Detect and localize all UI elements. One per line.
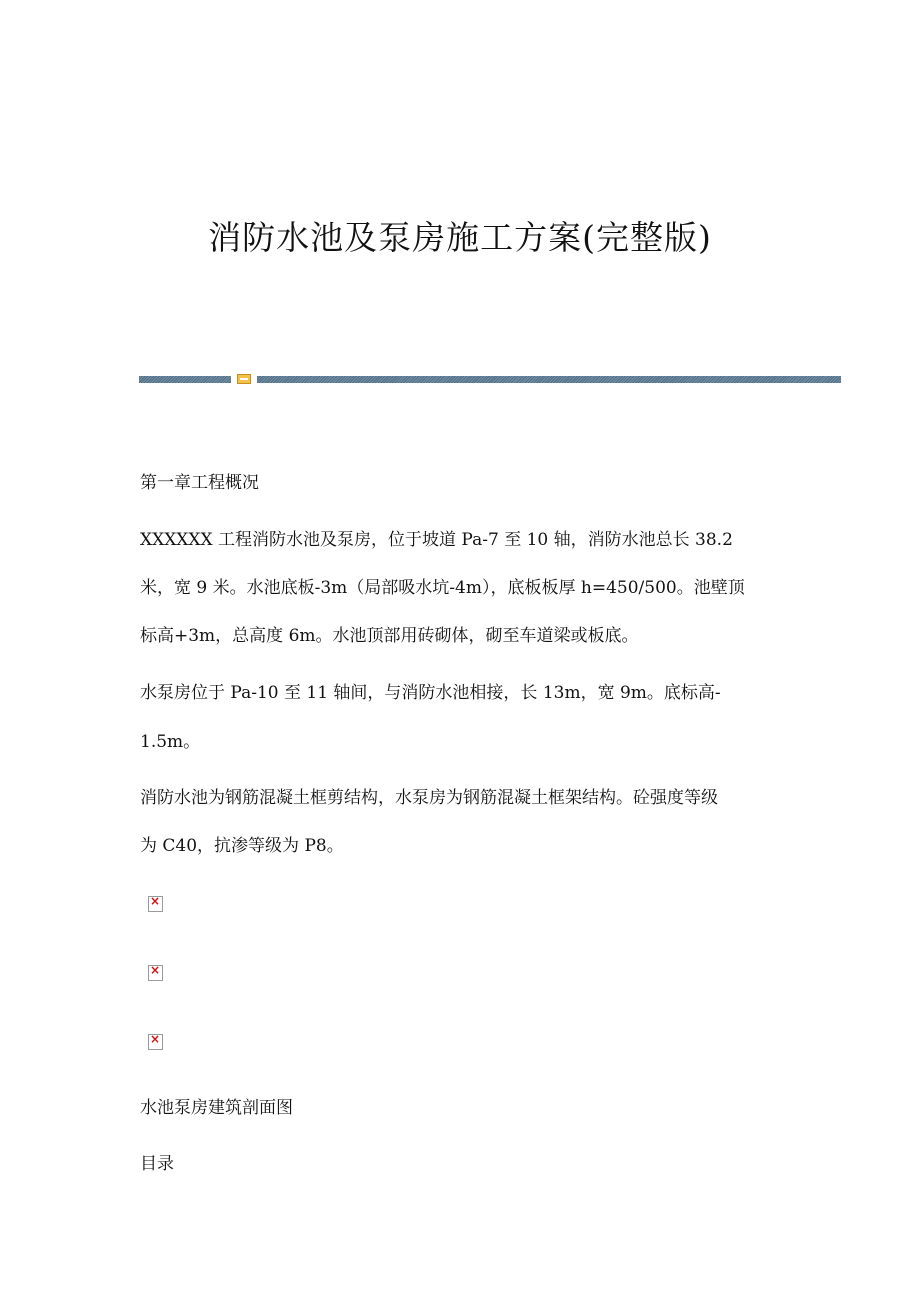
overview-line-2: 米，宽 9 米。水池底板-3m（局部吸水坑-4m），底板板厚 h=450/500。池壁顶 [140,578,745,598]
broken-image-mark: × [150,963,161,977]
divider-ornament-icon [237,374,251,384]
structure-line-1: 消防水池为钢筋混凝土框剪结构，水泵房为钢筋混凝土框架结构。砼强度等级 [140,788,718,808]
section-heading: 第一章工程概况 [140,473,259,493]
toc-heading: 目录 [140,1154,174,1174]
overview-line-1: XXXXXX 工程消防水池及泵房，位于坡道 Pa-7 至 10 轴，消防水池总长 38.2 [140,530,733,550]
divider-left-bar [139,376,231,383]
broken-image-mark: × [150,1032,161,1046]
divider-right-bar [257,376,841,383]
figure-caption: 水池泵房建筑剖面图 [140,1098,293,1118]
pump-room-line-1: 水泵房位于 Pa-10 至 11 轴间，与消防水池相接，长 13m，宽 9m。底标高- [140,683,721,703]
broken-image-icon [148,965,163,981]
broken-image-icon [148,1034,163,1050]
broken-image-mark: × [150,894,161,908]
structure-line-2: 为 C40，抗渗等级为 P8。 [140,836,344,856]
title-divider [139,374,841,384]
document-title: 消防水池及泵房施工方案(完整版) [208,218,712,257]
overview-line-3: 标高+3m，总高度 6m。水池顶部用砖砌体，砌至车道梁或板底。 [140,626,639,646]
pump-room-line-2: 1.5m。 [140,732,201,752]
broken-image-icon [148,896,163,912]
